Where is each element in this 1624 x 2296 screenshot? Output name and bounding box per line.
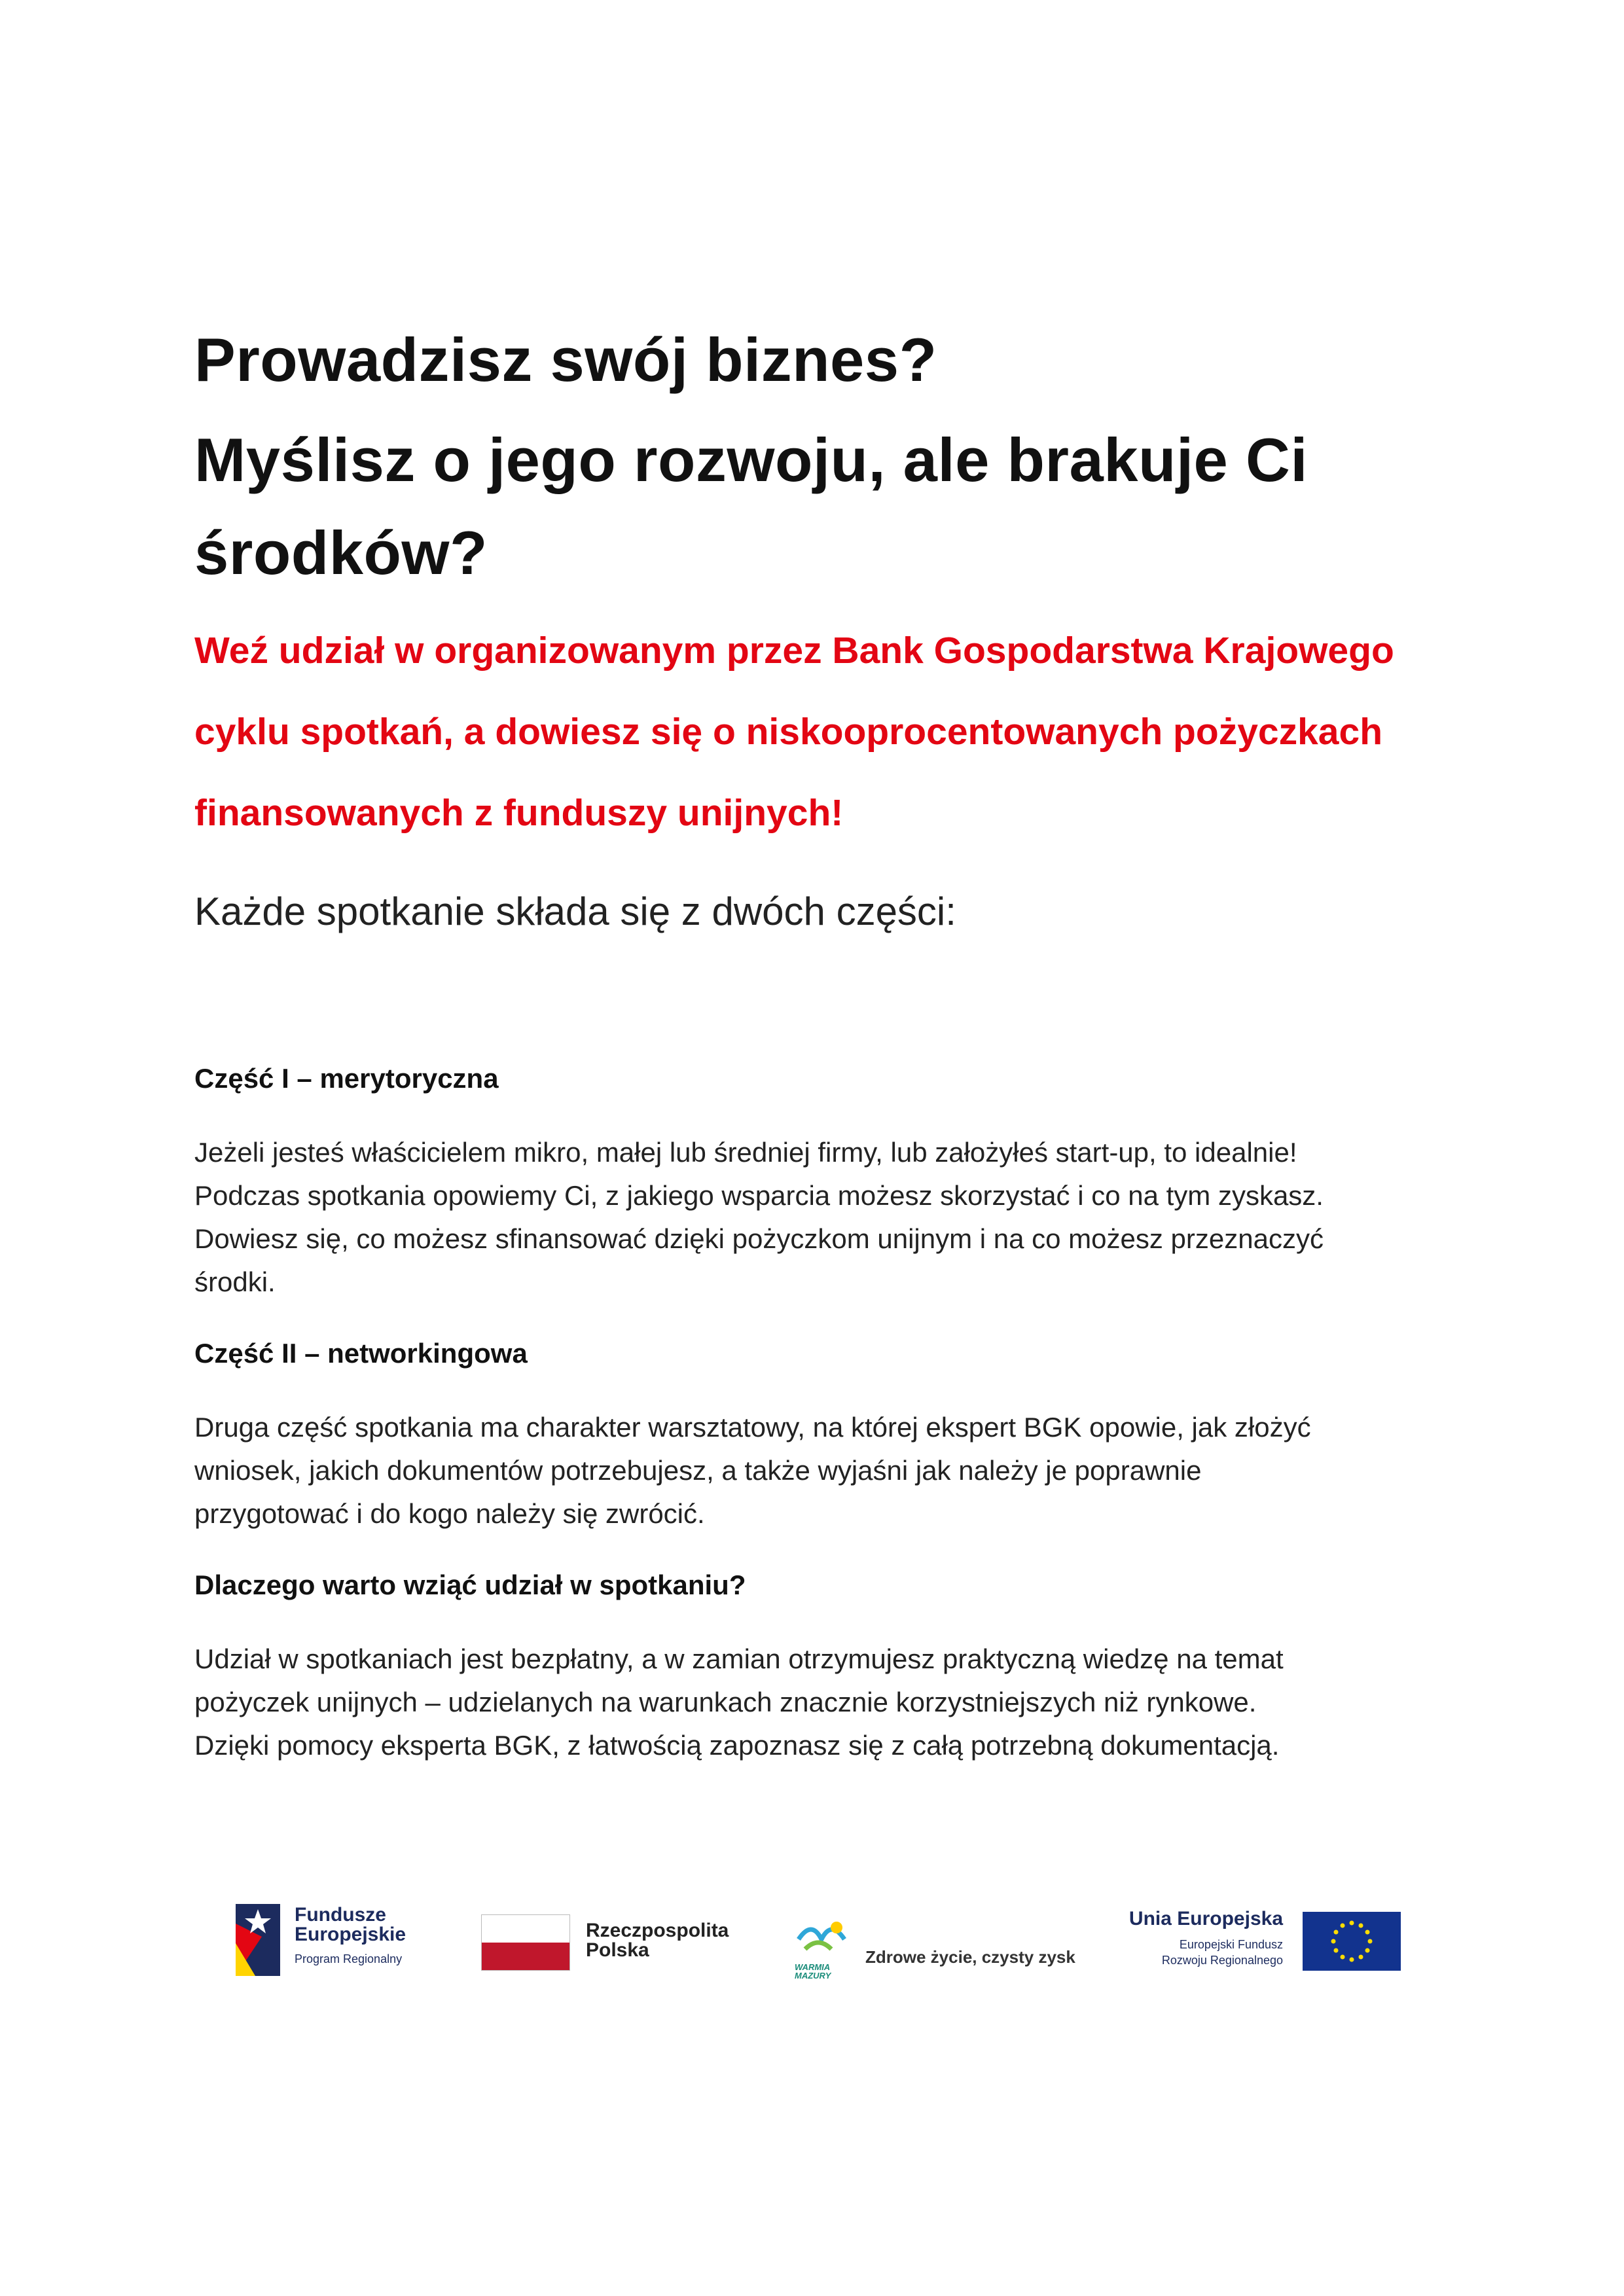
body-line: Udział w spotkaniach jest bezpłatny, a w zamian otrzymujesz praktyczną wiedzę na temat — [194, 1643, 1284, 1674]
body-line: wniosek, jakich dokumentów potrzebujesz, a także wyjaśni jak należy je poprawnie — [194, 1455, 1202, 1486]
lead-line: cyklu spotkań, a dowiesz się o niskooprocentowanych pożyczkach — [194, 711, 1383, 753]
warmia-mazury-logo — [792, 1913, 1087, 1985]
heading-line-2a: Myślisz o jego rozwoju, ale brakuje Ci — [194, 425, 1308, 494]
body-line: Jeżeli jesteś właścicielem mikro, małej lub średniej firmy, lub założyłeś start-up, to idealnie! — [194, 1137, 1297, 1168]
lead-paragraph — [194, 610, 1464, 853]
warmia-mazury-brand: WARMIA MAZURY — [795, 1962, 831, 1981]
lead-line: finansowanych z funduszy unijnych! — [194, 792, 844, 834]
rzeczpospolita-polska-logo — [481, 1914, 756, 1973]
unia-europejska-logo — [1126, 1908, 1401, 1980]
body-line: pożyczek unijnych – udzielanych na warunkach znacznie korzystniejszych niż rynkowe. — [194, 1687, 1257, 1717]
document-content — [194, 314, 1464, 1767]
section-body-networkingowa — [194, 1406, 1464, 1535]
heading-line-2b: środków? — [194, 518, 488, 587]
fundusze-europejskie-name: Fundusze Europejskie — [295, 1904, 406, 1945]
fundusze-europejskie-logo — [236, 1901, 432, 1980]
body-line: Dzięki pomocy eksperta BGK, z łatwością zapoznasz się z całą potrzebną dokumentacją. — [194, 1730, 1280, 1761]
unia-europejska-fund: Europejski Fundusz Rozwoju Regionalnego — [1161, 1938, 1283, 1967]
section-title-merytoryczna: Część I – merytoryczna — [194, 1063, 499, 1094]
section-title-networkingowa: Część II – networkingowa — [194, 1338, 528, 1369]
unia-europejska-name: Unia Europejska — [1128, 1908, 1283, 1929]
logo-bar — [0, 1901, 1624, 2006]
heading-line-2 — [194, 414, 1464, 600]
body-line: przygotować i do kogo należy się zwrócić. — [194, 1498, 705, 1529]
body-line: Podczas spotkania opowiemy Ci, z jakiego wsparcia możesz skorzystać i co na tym zyskasz. — [194, 1180, 1324, 1211]
intro-text: Każde spotkanie składa się z dwóch części: — [194, 889, 956, 933]
body-line: Dowiesz się, co możesz sfinansować dzięki pożyczkom unijnym i na co możesz przeznaczyć — [194, 1223, 1324, 1254]
lead-line: Weź udział w organizowanym przez Bank Gospodarstwa Krajowego — [194, 630, 1394, 672]
polish-flag-icon — [481, 1914, 570, 1971]
fundusze-europejskie-sub: Program Regionalny — [295, 1952, 403, 1965]
heading-line-1: Prowadzisz swój biznes? — [194, 325, 937, 394]
warmia-mazury-slogan: Zdrowe życie, czysty zysk — [865, 1947, 1075, 1967]
section-body-merytoryczna — [194, 1131, 1464, 1304]
body-line: Druga część spotkania ma charakter warsztatowy, na której ekspert BGK opowie, jak złożyć — [194, 1412, 1311, 1443]
body-line: środki. — [194, 1266, 276, 1297]
rzeczpospolita-polska-name: Rzeczpospolita Polska — [586, 1920, 729, 1961]
section-title-dlaczego-warto: Dlaczego warto wziąć udział w spotkaniu? — [194, 1570, 746, 1600]
eu-flag-icon — [1303, 1912, 1401, 1971]
section-body-dlaczego-warto — [194, 1638, 1464, 1767]
fundusze-europejskie-star-icon — [236, 1904, 280, 1976]
